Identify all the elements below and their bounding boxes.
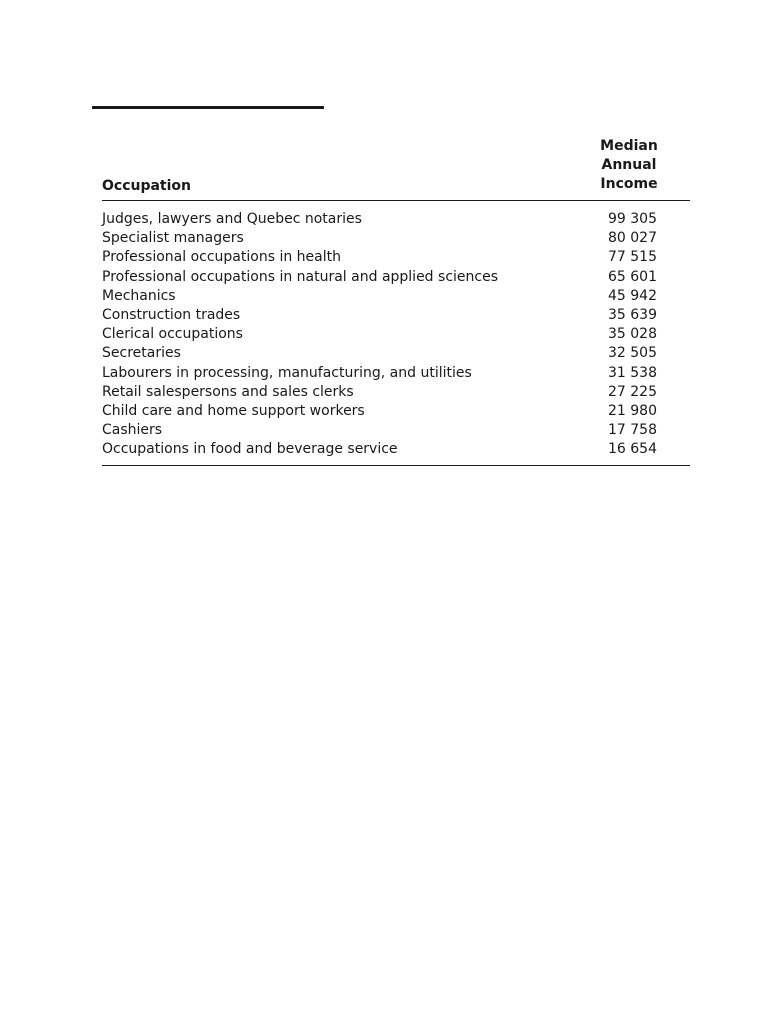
table-body	[102, 201, 690, 466]
occupation-cell: Secretaries	[102, 345, 181, 362]
income-cell: 65 601	[608, 268, 657, 285]
income-cell: 27 225	[608, 383, 657, 400]
occupation-cell: Mechanics	[102, 287, 176, 304]
occupation-cell: Construction trades	[102, 306, 241, 323]
top-rule	[92, 106, 324, 109]
occupation-cell: Labourers in processing, manufacturing, and utilities	[102, 364, 472, 381]
table-row	[102, 421, 690, 440]
income-cell: 99 305	[608, 211, 657, 227]
table-row	[102, 268, 690, 287]
table-row	[102, 229, 690, 248]
occupation-column-header: Occupation	[102, 178, 192, 194]
occupation-cell: Child care and home support workers	[102, 402, 365, 419]
occupation-cell: Specialist managers	[102, 230, 244, 247]
income-cell: 80 027	[608, 230, 657, 247]
occupation-cell: Clerical occupations	[102, 326, 243, 343]
income-header-line-1: Median Annual	[600, 138, 658, 173]
table-row	[102, 306, 690, 325]
table-row	[102, 364, 690, 383]
income-cell: 77 515	[608, 249, 657, 266]
occupation-cell: Occupations in food and beverage service	[102, 441, 398, 458]
income-column-header	[574, 137, 684, 194]
table-row	[102, 210, 690, 229]
income-cell: 45 942	[608, 287, 657, 304]
table-row	[102, 402, 690, 421]
table-row	[102, 325, 690, 344]
table-row	[102, 344, 690, 363]
occupation-cell: Retail salespersons and sales clerks	[102, 383, 354, 400]
income-cell: 17 758	[608, 422, 657, 439]
occupation-cell: Professional occupations in health	[102, 249, 341, 266]
table-header	[102, 138, 690, 201]
income-cell: 16 654	[608, 441, 657, 458]
income-cell: 31 538	[608, 364, 657, 381]
table-row	[102, 383, 690, 402]
table-row	[102, 248, 690, 267]
income-cell: 21 980	[608, 402, 657, 419]
table-row	[102, 440, 690, 459]
income-cell: 35 028	[608, 326, 657, 343]
income-cell: 32 505	[608, 345, 657, 362]
occupation-cell: Cashiers	[102, 422, 163, 439]
income-table	[102, 138, 690, 466]
occupation-cell: Judges, lawyers and Quebec notaries	[102, 211, 362, 227]
income-header-line-2: Income	[600, 176, 658, 192]
income-cell: 35 639	[608, 306, 657, 323]
table-row	[102, 287, 690, 306]
occupation-cell: Professional occupations in natural and applied sciences	[102, 268, 498, 285]
